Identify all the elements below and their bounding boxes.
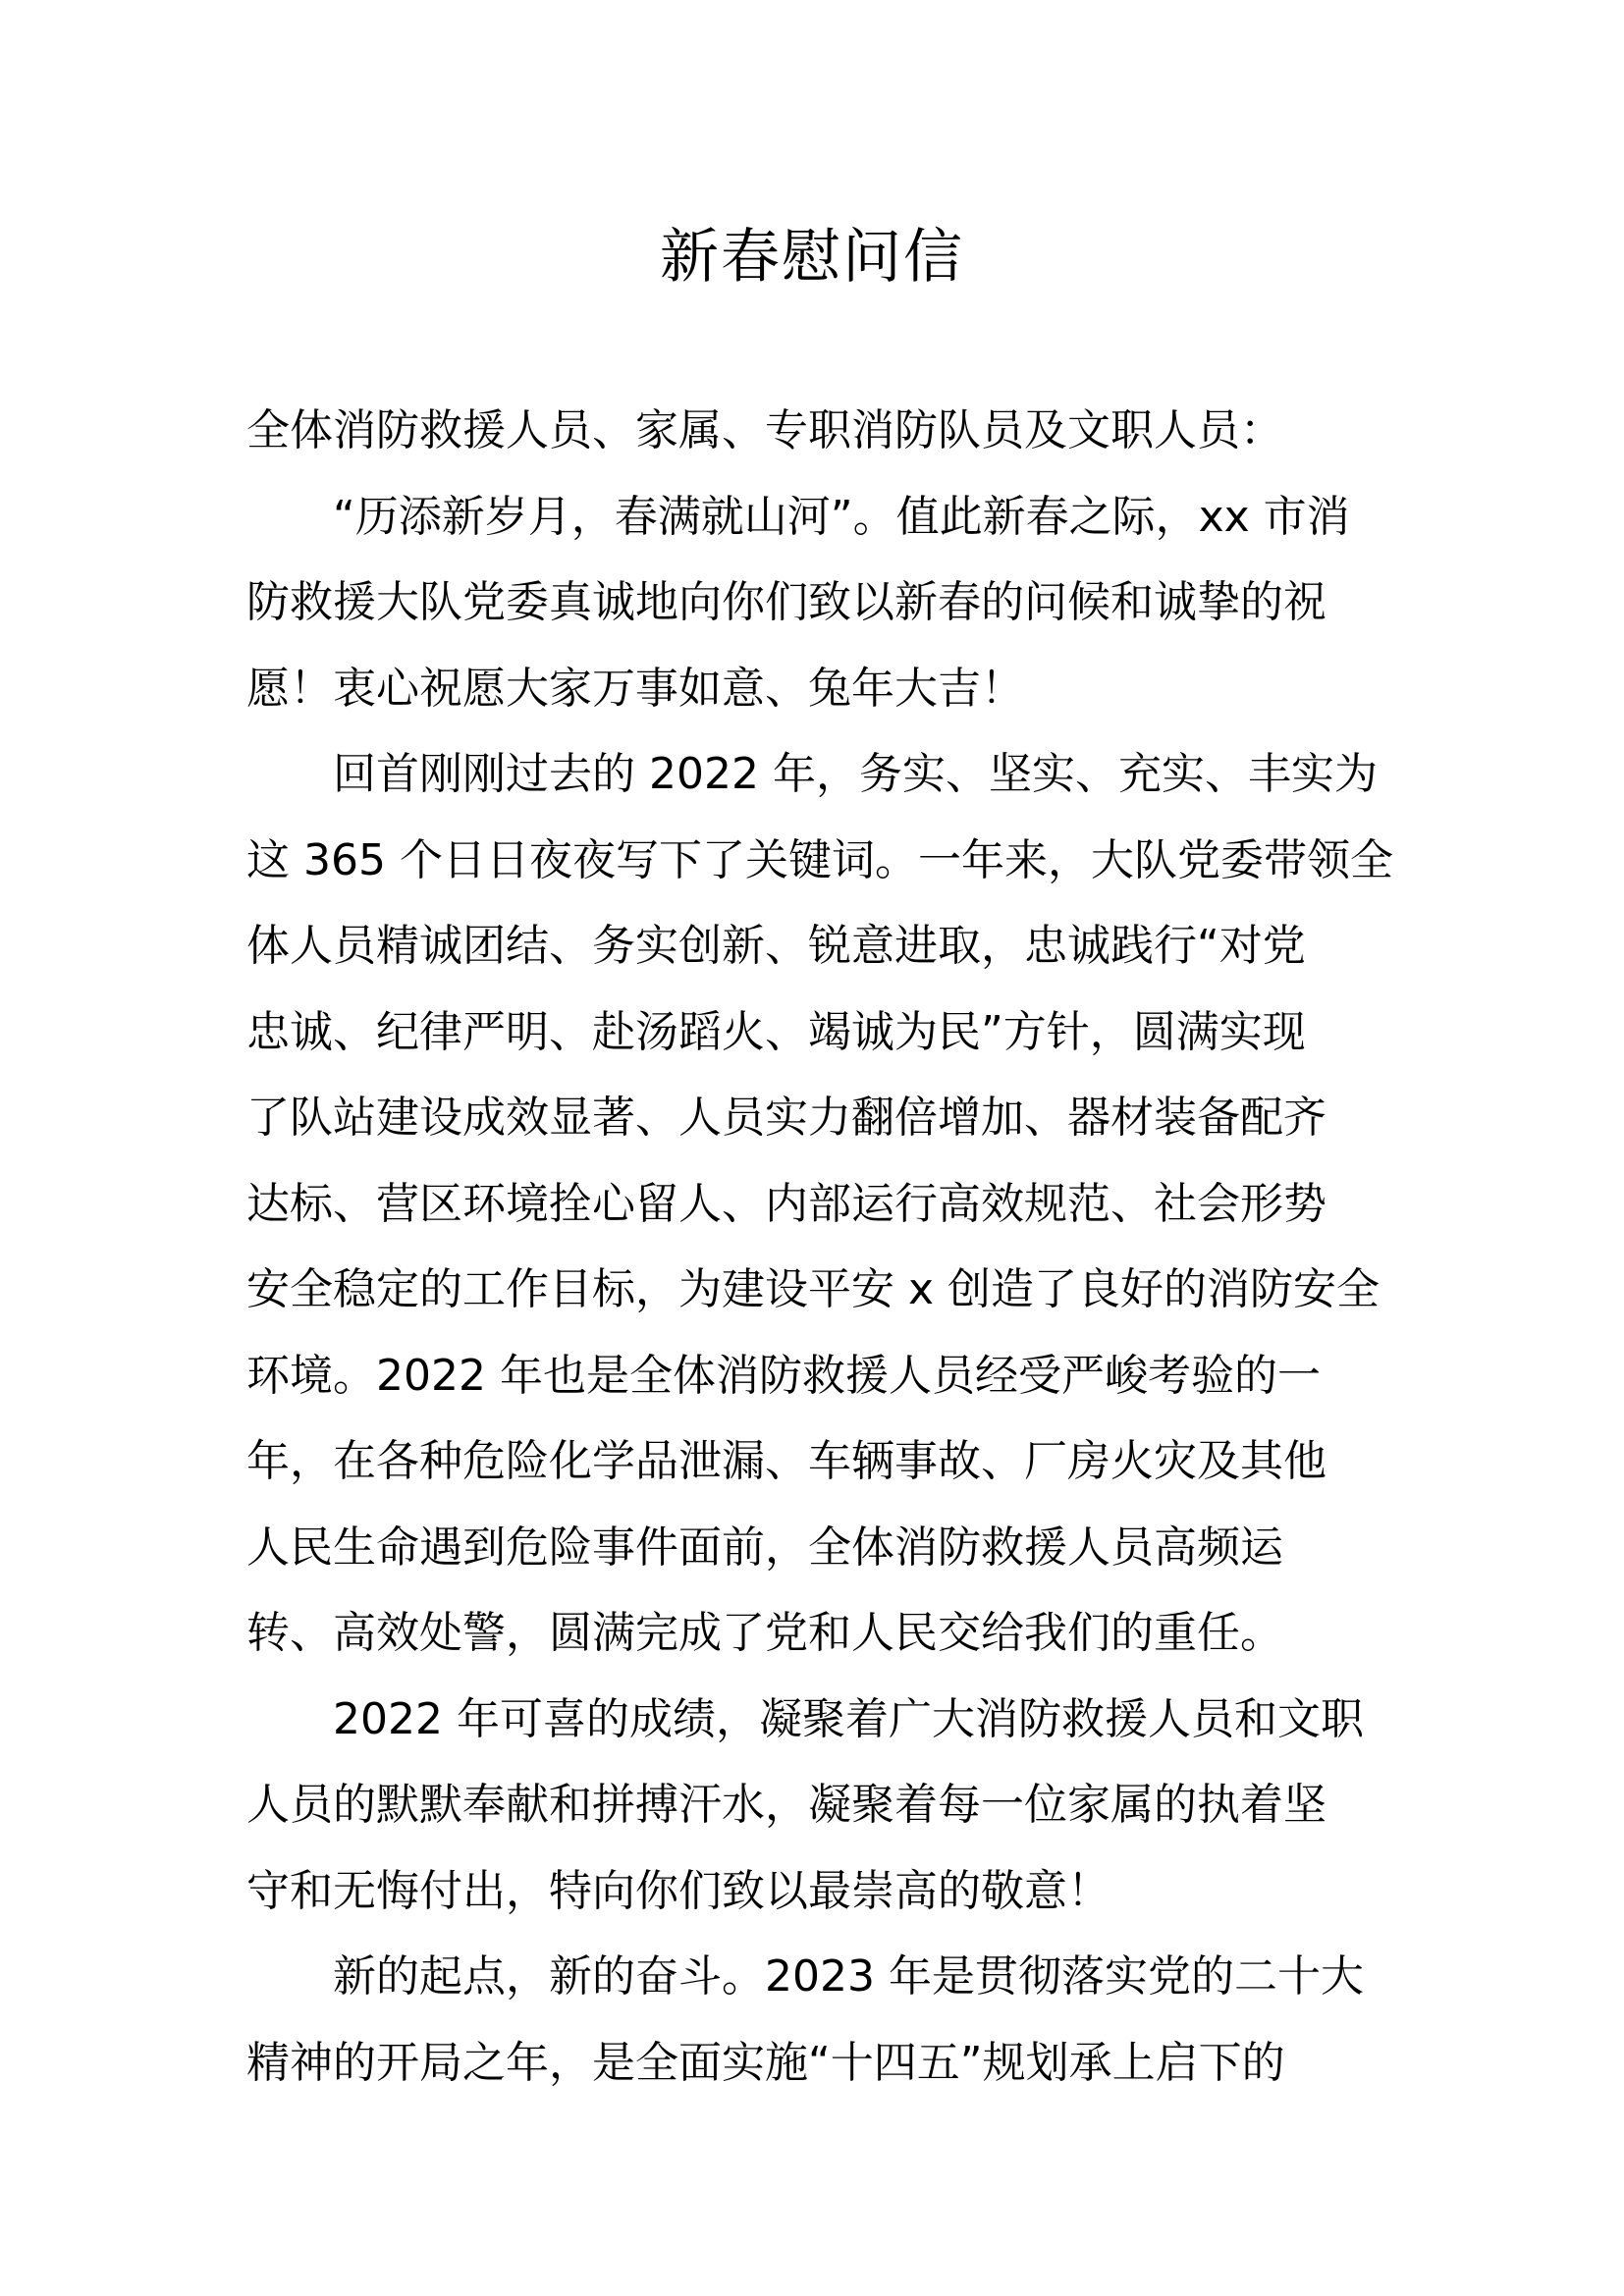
paragraph-line: 忠诚、纪律严明、赴汤蹈火、竭诚为民”方针，圆满实现 — [246, 1006, 1306, 1057]
paragraph-line: 防救援大队党委真诚地向你们致以新春的问候和诚挚的祝 — [246, 577, 1326, 627]
paragraph-greeting — [246, 474, 1405, 732]
paragraph-line: 环境。2022 年也是全体消防救援人员经受严峻考验的一 — [246, 1350, 1321, 1401]
paragraph-line: 新的起点，新的奋斗。2023 年是贯彻落实党的二十大 — [333, 1951, 1364, 2002]
salutation — [246, 388, 1405, 474]
paragraph-review — [246, 731, 1405, 1677]
paragraph-line: 年，在各种危险化学品泄漏、车辆事故、厂房火灾及其他 — [246, 1436, 1326, 1486]
paragraph-thanks — [246, 1677, 1405, 1935]
paragraph-line: 这 365 个日日夜夜写下了关键词。一年来，大队党委带领全 — [246, 834, 1393, 885]
paragraph-line: “历添新岁月，春满就山河”。值此新春之际，xx 市消 — [333, 491, 1350, 542]
paragraph-line: 2022 年可喜的成绩，凝聚着广大消防救援人员和文职 — [333, 1693, 1364, 1744]
paragraph-line: 安全稳定的工作目标，为建设平安 x 创造了良好的消防安全 — [246, 1264, 1380, 1314]
paragraph-line: 了队站建设成效显著、人员实力翻倍增加、器材装备配齐 — [246, 1093, 1326, 1143]
paragraph-line: 体人员精诚团结、务实创新、锐意进取，忠诚践行“对党 — [246, 921, 1306, 971]
salutation-line: 全体消防救援人员、家属、专职消防队员及文职人员： — [246, 405, 1283, 455]
paragraph-line: 达标、营区环境拴心留人、内部运行高效规范、社会形势 — [246, 1178, 1326, 1229]
paragraph-line: 守和无悔付出，特向你们致以最崇高的敬意！ — [246, 1865, 1110, 1916]
paragraph-outlook — [246, 1934, 1405, 2106]
paragraph-line: 回首刚刚过去的 2022 年，务实、坚实、充实、丰实为 — [333, 749, 1378, 799]
document-title: 新春慰问信 — [660, 223, 964, 292]
paragraph-line: 转、高效处警，圆满完成了党和人民交给我们的重任。 — [246, 1608, 1283, 1658]
paragraph-line: 精神的开局之年，是全面实施“十四五”规划承上启下的 — [246, 2037, 1285, 2088]
paragraph-line: 愿！衷心祝愿大家万事如意、兔年大吉！ — [246, 663, 1024, 714]
letter-body — [246, 388, 1405, 2106]
paragraph-line: 人民生命遇到危险事件面前，全体消防救援人员高频运 — [246, 1522, 1283, 1573]
paragraph-line: 人员的默默奉献和拼搏汗水，凝聚着每一位家属的执着坚 — [246, 1780, 1326, 1830]
